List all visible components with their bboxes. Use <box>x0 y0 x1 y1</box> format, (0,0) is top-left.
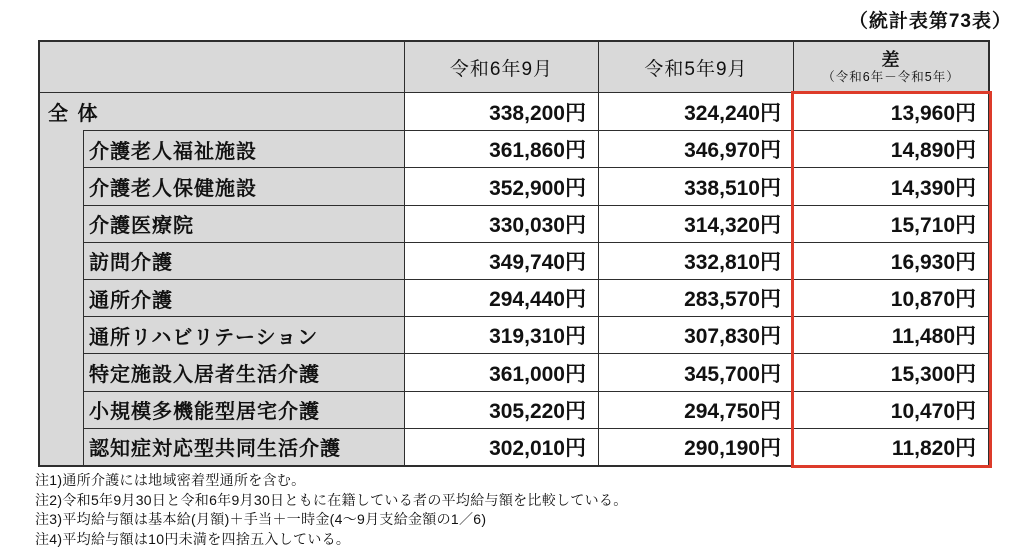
value-r5: 307,830円 <box>598 316 793 353</box>
value-diff: 15,300円 <box>793 353 988 390</box>
facility-label: 介護老人保健施設 <box>83 167 404 204</box>
value-r6: 352,900円 <box>404 167 598 204</box>
header-reiwa5: 令和5年9月 <box>598 42 793 92</box>
row-label-overall: 全 体 <box>40 93 404 130</box>
table-row <box>40 316 988 353</box>
facility-label: 訪問介護 <box>83 242 404 279</box>
footnote-3: 注3)平均給与額は基本給(月額)＋手当＋一時金(4～9月支給金額の1／6) <box>35 511 487 527</box>
table-row <box>40 391 988 428</box>
value-diff: 14,890円 <box>793 130 988 167</box>
table-row <box>40 130 988 167</box>
row-label-cell <box>40 353 404 390</box>
value-diff: 11,480円 <box>793 316 988 353</box>
row-label-cell <box>40 428 404 465</box>
table-row <box>40 242 988 279</box>
footnote-1: 注1)通所介護には地域密着型通所を含む。 <box>35 472 306 488</box>
value-r6: 361,860円 <box>404 130 598 167</box>
value-r6: 361,000円 <box>404 353 598 390</box>
table-row <box>40 205 988 242</box>
value-r5: 332,810円 <box>598 242 793 279</box>
value-diff: 10,870円 <box>793 279 988 316</box>
facility-label: 小規模多機能型居宅介護 <box>83 391 404 428</box>
value-r5: 283,570円 <box>598 279 793 316</box>
value-r6: 294,440円 <box>404 279 598 316</box>
row-label-cell <box>40 316 404 353</box>
table-header-row <box>40 42 988 93</box>
table-row <box>40 428 988 465</box>
table-row <box>40 93 988 130</box>
row-label-cell <box>40 242 404 279</box>
facility-label: 介護老人福祉施設 <box>83 130 404 167</box>
table-row <box>40 167 988 204</box>
row-label-cell <box>40 130 404 167</box>
table-row <box>40 279 988 316</box>
header-reiwa6: 令和6年9月 <box>404 42 598 92</box>
value-r5: 345,700円 <box>598 353 793 390</box>
value-r5: 324,240円 <box>598 93 793 130</box>
table-row <box>40 353 988 390</box>
page-title: （統計表第73表） <box>848 11 1012 32</box>
footnote-2: 注2)令和5年9月30日と令和6年9月30日ともに在籍している者の平均給与額を比較している。 <box>35 491 628 508</box>
header-difference-subtitle: （令和6年－令和5年） <box>822 69 960 84</box>
value-diff: 16,930円 <box>793 242 988 279</box>
value-r6: 305,220円 <box>404 391 598 428</box>
value-r5: 290,190円 <box>598 428 793 465</box>
salary-comparison-table <box>38 40 990 467</box>
value-diff: 10,470円 <box>793 391 988 428</box>
value-r5: 346,970円 <box>598 130 793 167</box>
facility-label: 介護医療院 <box>83 205 404 242</box>
value-r5: 338,510円 <box>598 167 793 204</box>
row-label-cell <box>40 167 404 204</box>
value-r6: 330,030円 <box>404 205 598 242</box>
value-r5: 314,320円 <box>598 205 793 242</box>
value-r6: 319,310円 <box>404 316 598 353</box>
row-label-cell <box>40 391 404 428</box>
value-r5: 294,750円 <box>598 391 793 428</box>
row-label-cell <box>40 279 404 316</box>
facility-label: 認知症対応型共同生活介護 <box>83 428 404 465</box>
value-diff: 15,710円 <box>793 205 988 242</box>
header-difference <box>793 42 988 92</box>
facility-label: 通所リハビリテーション <box>83 316 404 353</box>
value-diff: 13,960円 <box>793 93 988 130</box>
footnotes <box>35 471 628 549</box>
value-r6: 302,010円 <box>404 428 598 465</box>
facility-label: 通所介護 <box>83 279 404 316</box>
facility-label: 特定施設入居者生活介護 <box>83 353 404 390</box>
footnote-4: 注4)平均給与額は10円未満を四捨五入している。 <box>35 530 351 547</box>
header-difference-title: 差 <box>881 49 901 70</box>
header-empty-cell <box>40 42 404 92</box>
value-r6: 338,200円 <box>404 93 598 130</box>
value-r6: 349,740円 <box>404 242 598 279</box>
row-label-cell <box>40 205 404 242</box>
value-diff: 14,390円 <box>793 167 988 204</box>
value-diff: 11,820円 <box>793 428 988 465</box>
